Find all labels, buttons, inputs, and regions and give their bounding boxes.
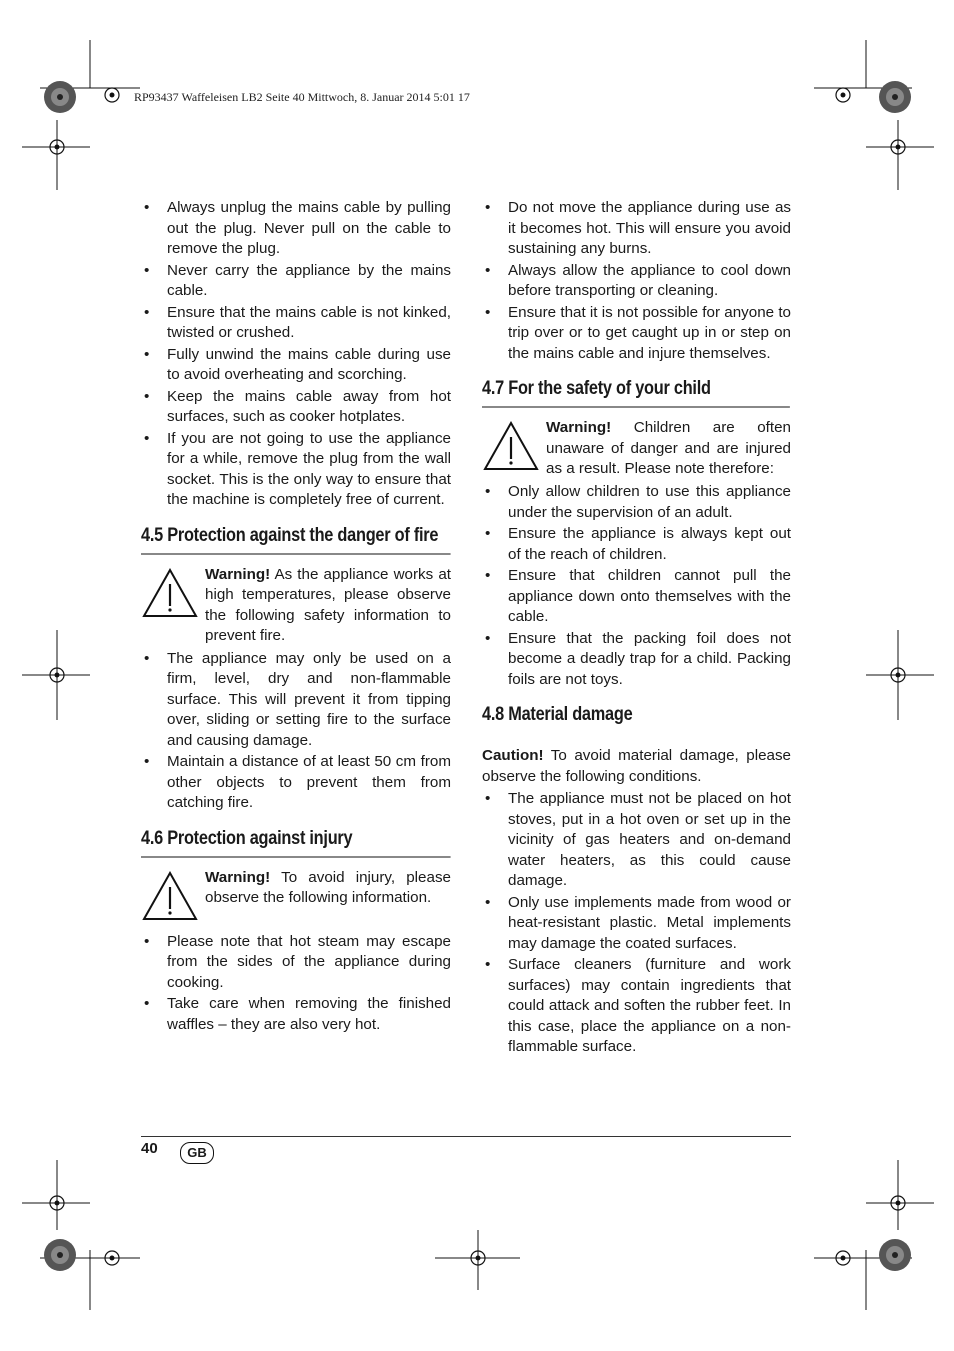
list-item: • Ensure that it is not possible for anyone to trip over or to get caught up in or step on the mains cable and injure themselves. — [485, 303, 791, 362]
list-item: • Surface cleaners (furniture and work surfaces) may contain ingredients that could attack and soften the rubber feet. In this case, place the appliance on a non-flammable surface. — [485, 956, 791, 1055]
right-column — [482, 198, 791, 1059]
bullet-icon: • — [144, 261, 150, 279]
warning-label: Warning! — [205, 868, 271, 886]
warning-label: Warning! — [546, 419, 612, 436]
list-item: • The appliance must not be placed on hot stoves, put in a hot oven or set up in the vicinity of gas heaters and on-demand water heaters, as this could cause damage. — [485, 790, 791, 889]
section-heading: 4.7 For the safety of your child — [482, 378, 790, 408]
warning-box — [141, 565, 451, 647]
list-item: • Ensure that children cannot pull the appliance down onto themselves with the cable. — [485, 567, 791, 625]
bullet-icon: • — [144, 753, 150, 770]
list-item: • The appliance may only be used on a firm, level, dry and non-flammable surface. This will prevent it from tipping over, sliding or setting fire to the surface and causing damage. — [144, 649, 451, 749]
bullet-icon: • — [144, 995, 150, 1012]
bullet-icon: • — [485, 893, 491, 911]
page-number: 40 — [141, 1140, 158, 1157]
bullet-icon: • — [144, 199, 150, 216]
list-item: • Only allow children to use this appliance under the supervision of an adult. — [485, 483, 791, 521]
warning-triangle-icon — [142, 568, 198, 618]
list-item: • Ensure that the packing foil does not become a deadly trap for a child. Packing foils are not toys. — [485, 629, 791, 688]
caution-text: Caution! To avoid material damage, please observe the following conditions. — [482, 747, 791, 785]
bullet-icon: • — [144, 649, 150, 667]
bullet-icon: • — [485, 790, 491, 807]
bullet-icon: • — [485, 261, 491, 279]
list-item: • Fully unwind the mains cable during use to avoid overheating and scorching. — [144, 345, 451, 383]
warning-text: Warning! As the appliance works at high temperatures, please observe the following safety information to prevent fire. — [205, 565, 451, 644]
section-heading: 4.6 Protection against injury — [141, 828, 450, 858]
list-item: • Take care when removing the finished waffles – they are also very hot. — [144, 995, 451, 1033]
bullet-icon: • — [144, 932, 150, 950]
list-item: • Do not move the appliance during use as it becomes hot. This will ensure you avoid sustaining any burns. — [485, 199, 791, 257]
right-intro-list — [482, 198, 791, 364]
list-item: • Only use implements made from wood or heat-resistant plastic. Metal implements may damage the coated surfaces. — [485, 893, 791, 952]
list-item: • Ensure the appliance is always kept out of the reach of children. — [485, 525, 791, 563]
list-item: • Keep the mains cable away from hot surfaces, such as cooker hotplates. — [144, 387, 451, 425]
bullet-icon: • — [485, 956, 491, 973]
warning-triangle-icon — [142, 871, 198, 921]
list-item: • Never carry the appliance by the mains cable. — [144, 261, 451, 299]
section-heading: 4.8 Material damage — [482, 704, 633, 725]
left-column — [141, 198, 451, 1036]
bullet-icon: • — [485, 567, 491, 584]
list-item: • If you are not going to use the appliance for a while, remove the plug from the wall socket. This is the only way to ensure that the machine is completely free of current. — [144, 429, 451, 508]
section-injury — [141, 828, 451, 858]
warning-text: Warning! To avoid injury, please observe the following information. — [205, 868, 451, 906]
fire-list — [141, 649, 451, 814]
print-header: RP93437 Waffeleisen LB2 Seite 40 Mittwoch, 8. Januar 2014 5:01 17 — [134, 90, 470, 104]
warning-box — [141, 868, 451, 930]
material-list — [482, 789, 791, 1058]
bullet-icon: • — [144, 303, 150, 321]
bullet-icon: • — [144, 345, 150, 363]
warning-text: Warning! Children are often unaware of danger and are injured as a result. Please note therefore: — [546, 419, 791, 477]
section-fire — [141, 525, 451, 555]
footer-rule — [141, 1136, 791, 1137]
bullet-icon: • — [485, 199, 491, 216]
injury-list — [141, 932, 451, 1036]
list-item: • Please note that hot steam may escape from the sides of the appliance during cooking. — [144, 932, 451, 991]
bullet-icon: • — [485, 629, 491, 647]
left-intro-list — [141, 198, 451, 511]
section-child — [482, 378, 791, 408]
bullet-icon: • — [144, 429, 150, 447]
warning-label: Warning! — [205, 565, 271, 583]
language-badge: GB — [180, 1142, 214, 1164]
section-heading: 4.5 Protection against the danger of fire — [141, 525, 450, 555]
list-item: • Always allow the appliance to cool down before transporting or cleaning. — [485, 261, 791, 299]
bullet-icon: • — [485, 483, 491, 500]
caution-label: Caution! — [482, 747, 544, 764]
bullet-icon: • — [485, 303, 491, 321]
warning-triangle-icon — [483, 421, 539, 471]
section-material — [482, 704, 791, 732]
list-item: • Always unplug the mains cable by pulling out the plug. Never pull on the cable to remove the plug. — [144, 199, 451, 257]
child-list — [482, 482, 791, 690]
bullet-icon: • — [144, 387, 150, 405]
bullet-icon: • — [485, 525, 491, 542]
list-item: • Maintain a distance of at least 50 cm from other objects to prevent them from catching fire. — [144, 753, 451, 811]
list-item: • Ensure that the mains cable is not kinked, twisted or crushed. — [144, 303, 451, 341]
warning-box — [482, 418, 791, 480]
